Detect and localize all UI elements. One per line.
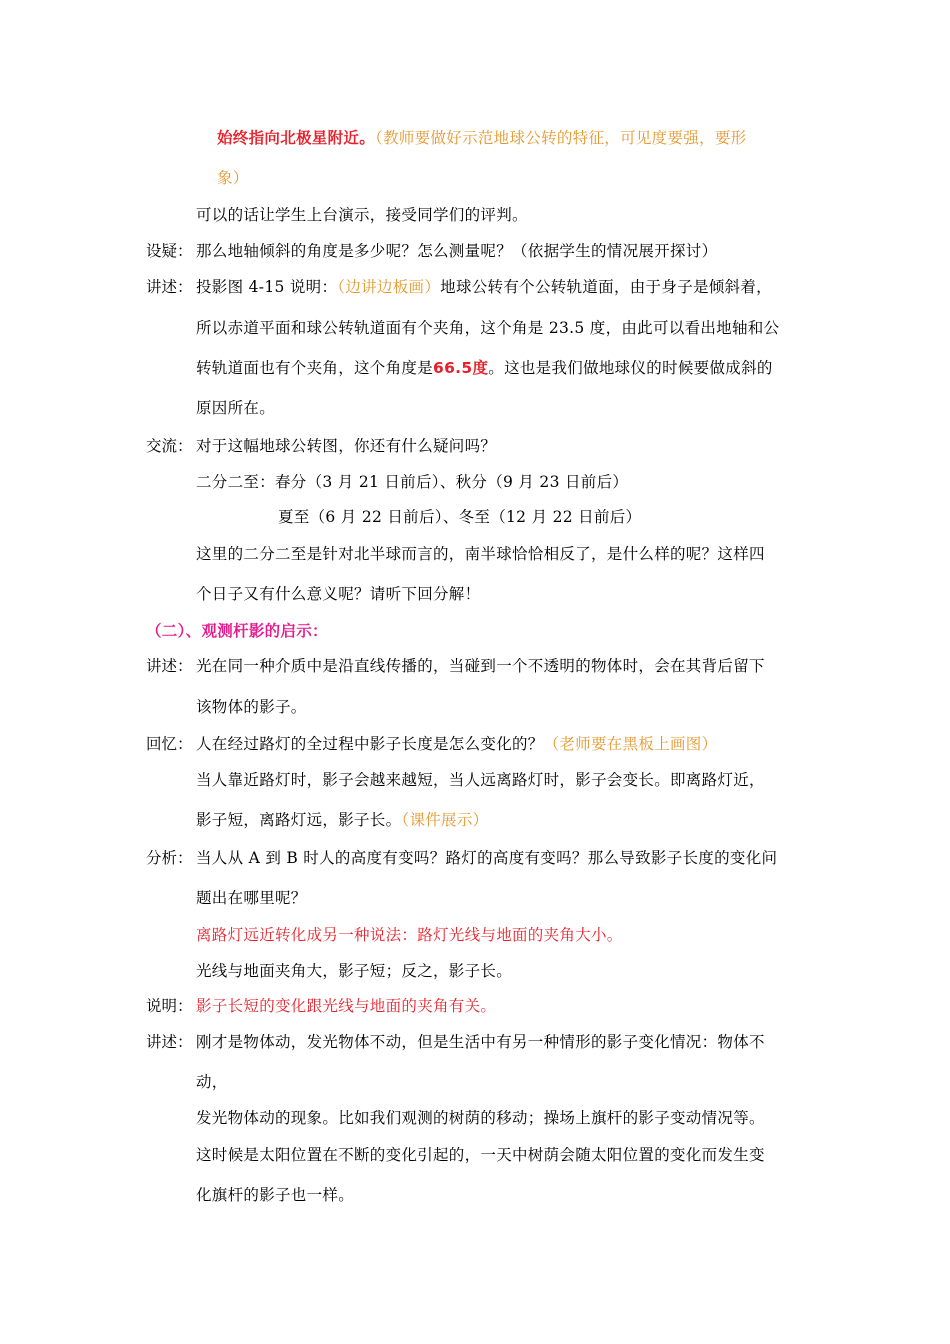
text-line-17: 人在经过路灯的全过程中影子长度是怎么变化的？（老师要在黑板上画图） — [196, 735, 718, 753]
label-doubt: 设疑： — [146, 242, 193, 260]
teacher-note: （边讲边板画） — [337, 278, 441, 296]
text-line-16: 该物体的影子。 — [196, 698, 307, 716]
label-lecture-3: 讲述： — [146, 1033, 193, 1051]
text-line-13: 个日子又有什么意义呢？请听下回分解！ — [196, 585, 481, 603]
text-line-10: 二分二至：春分（3 月 21 日前后）、秋分（9 月 23 日前后） — [196, 473, 629, 491]
text-line-4: 那么地轴倾斜的角度是多少呢？怎么测量呢？（依据学生的情况展开探讨） — [196, 242, 718, 260]
text-line-20: 当人从 A 到 B 时人的高度有变吗？路灯的高度有变吗？那么导致影子长度的变化问 — [196, 849, 778, 867]
label-explain: 说明： — [146, 997, 193, 1015]
text-line-1 — [217, 128, 746, 148]
highlight-red: 始终指向北极星附近。 — [217, 129, 376, 147]
text-line-25: 刚才是物体动，发光物体不动，但是生活中有另一种情形的影子变化情况：物体不 — [196, 1033, 765, 1051]
label-lecture-2: 讲述： — [146, 657, 193, 675]
label-lecture: 讲述： — [146, 278, 193, 296]
text-line-22: 离路灯远近转化成另一种说法：路灯光线与地面的夹角大小。 — [196, 926, 623, 944]
text-line-6: 所以赤道平面和球公转轨道面有个夹角，这个角是 23.5 度，由此可以看出地轴和公 — [196, 319, 780, 337]
label-analysis: 分析： — [146, 849, 193, 867]
text-line-12: 这里的二分二至是针对北半球而言的，南半球恰恰相反了，是什么样的呢？这样四 — [196, 545, 765, 563]
text-line-26: 动， — [196, 1073, 228, 1091]
text-line-8: 原因所在。 — [196, 399, 276, 417]
text-line-2: 象） — [217, 169, 249, 187]
text-line-5: 投影图 4-15 说明：（边讲边板画）地球公转有个公转轨道面，由于身子是倾斜着， — [196, 278, 772, 296]
text-line-18: 当人靠近路灯时，影子会越来越短，当人远离路灯时，影子会变长。即离路灯近， — [196, 771, 765, 789]
text-line-24: 影子长短的变化跟光线与地面的夹角有关。 — [196, 997, 497, 1015]
text-line-29: 化旗杆的影子也一样。 — [196, 1186, 355, 1204]
text-line-7: 转轨道面也有个夹角，这个角度是66.5度。这也是我们做地球仪的时候要做成斜的 — [196, 359, 773, 377]
teacher-note: （老师要在黑板上画图） — [543, 735, 718, 753]
text-line-15: 光在同一种介质中是沿直线传播的，当碰到一个不透明的物体时，会在其背后留下 — [196, 657, 765, 675]
label-exchange: 交流： — [146, 437, 193, 455]
text-line-27: 发光物体动的现象。比如我们观测的树荫的移动；操场上旗杆的影子变动情况等。 — [196, 1109, 765, 1127]
section-heading: （二）、观测杆影的启示： — [146, 622, 328, 640]
teacher-note: （课件展示） — [401, 811, 489, 829]
text-line-19: 影子短，离路灯远，影子长。（课件展示） — [196, 811, 489, 829]
text-line-28: 这时候是太阳位置在不断的变化引起的，一天中树荫会随太阳位置的变化而发生变 — [196, 1146, 765, 1164]
teacher-note: （教师要做好示范地球公转的特征，可见度要强，要形 — [375, 129, 747, 147]
text-line-9: 对于这幅地球公转图，你还有什么疑问吗？ — [196, 437, 497, 455]
text-line-23: 光线与地面夹角大，影子短；反之，影子长。 — [196, 962, 513, 980]
text-line-3: 可以的话让学生上台演示，接受同学们的评判。 — [196, 206, 528, 224]
text-line-21: 题出在哪里呢？ — [196, 889, 307, 907]
label-recall: 回忆： — [146, 735, 193, 753]
text-line-11: 夏至（6 月 22 日前后）、冬至（12 月 22 日前后） — [278, 508, 642, 526]
highlight-angle: 66.5度 — [433, 359, 489, 377]
